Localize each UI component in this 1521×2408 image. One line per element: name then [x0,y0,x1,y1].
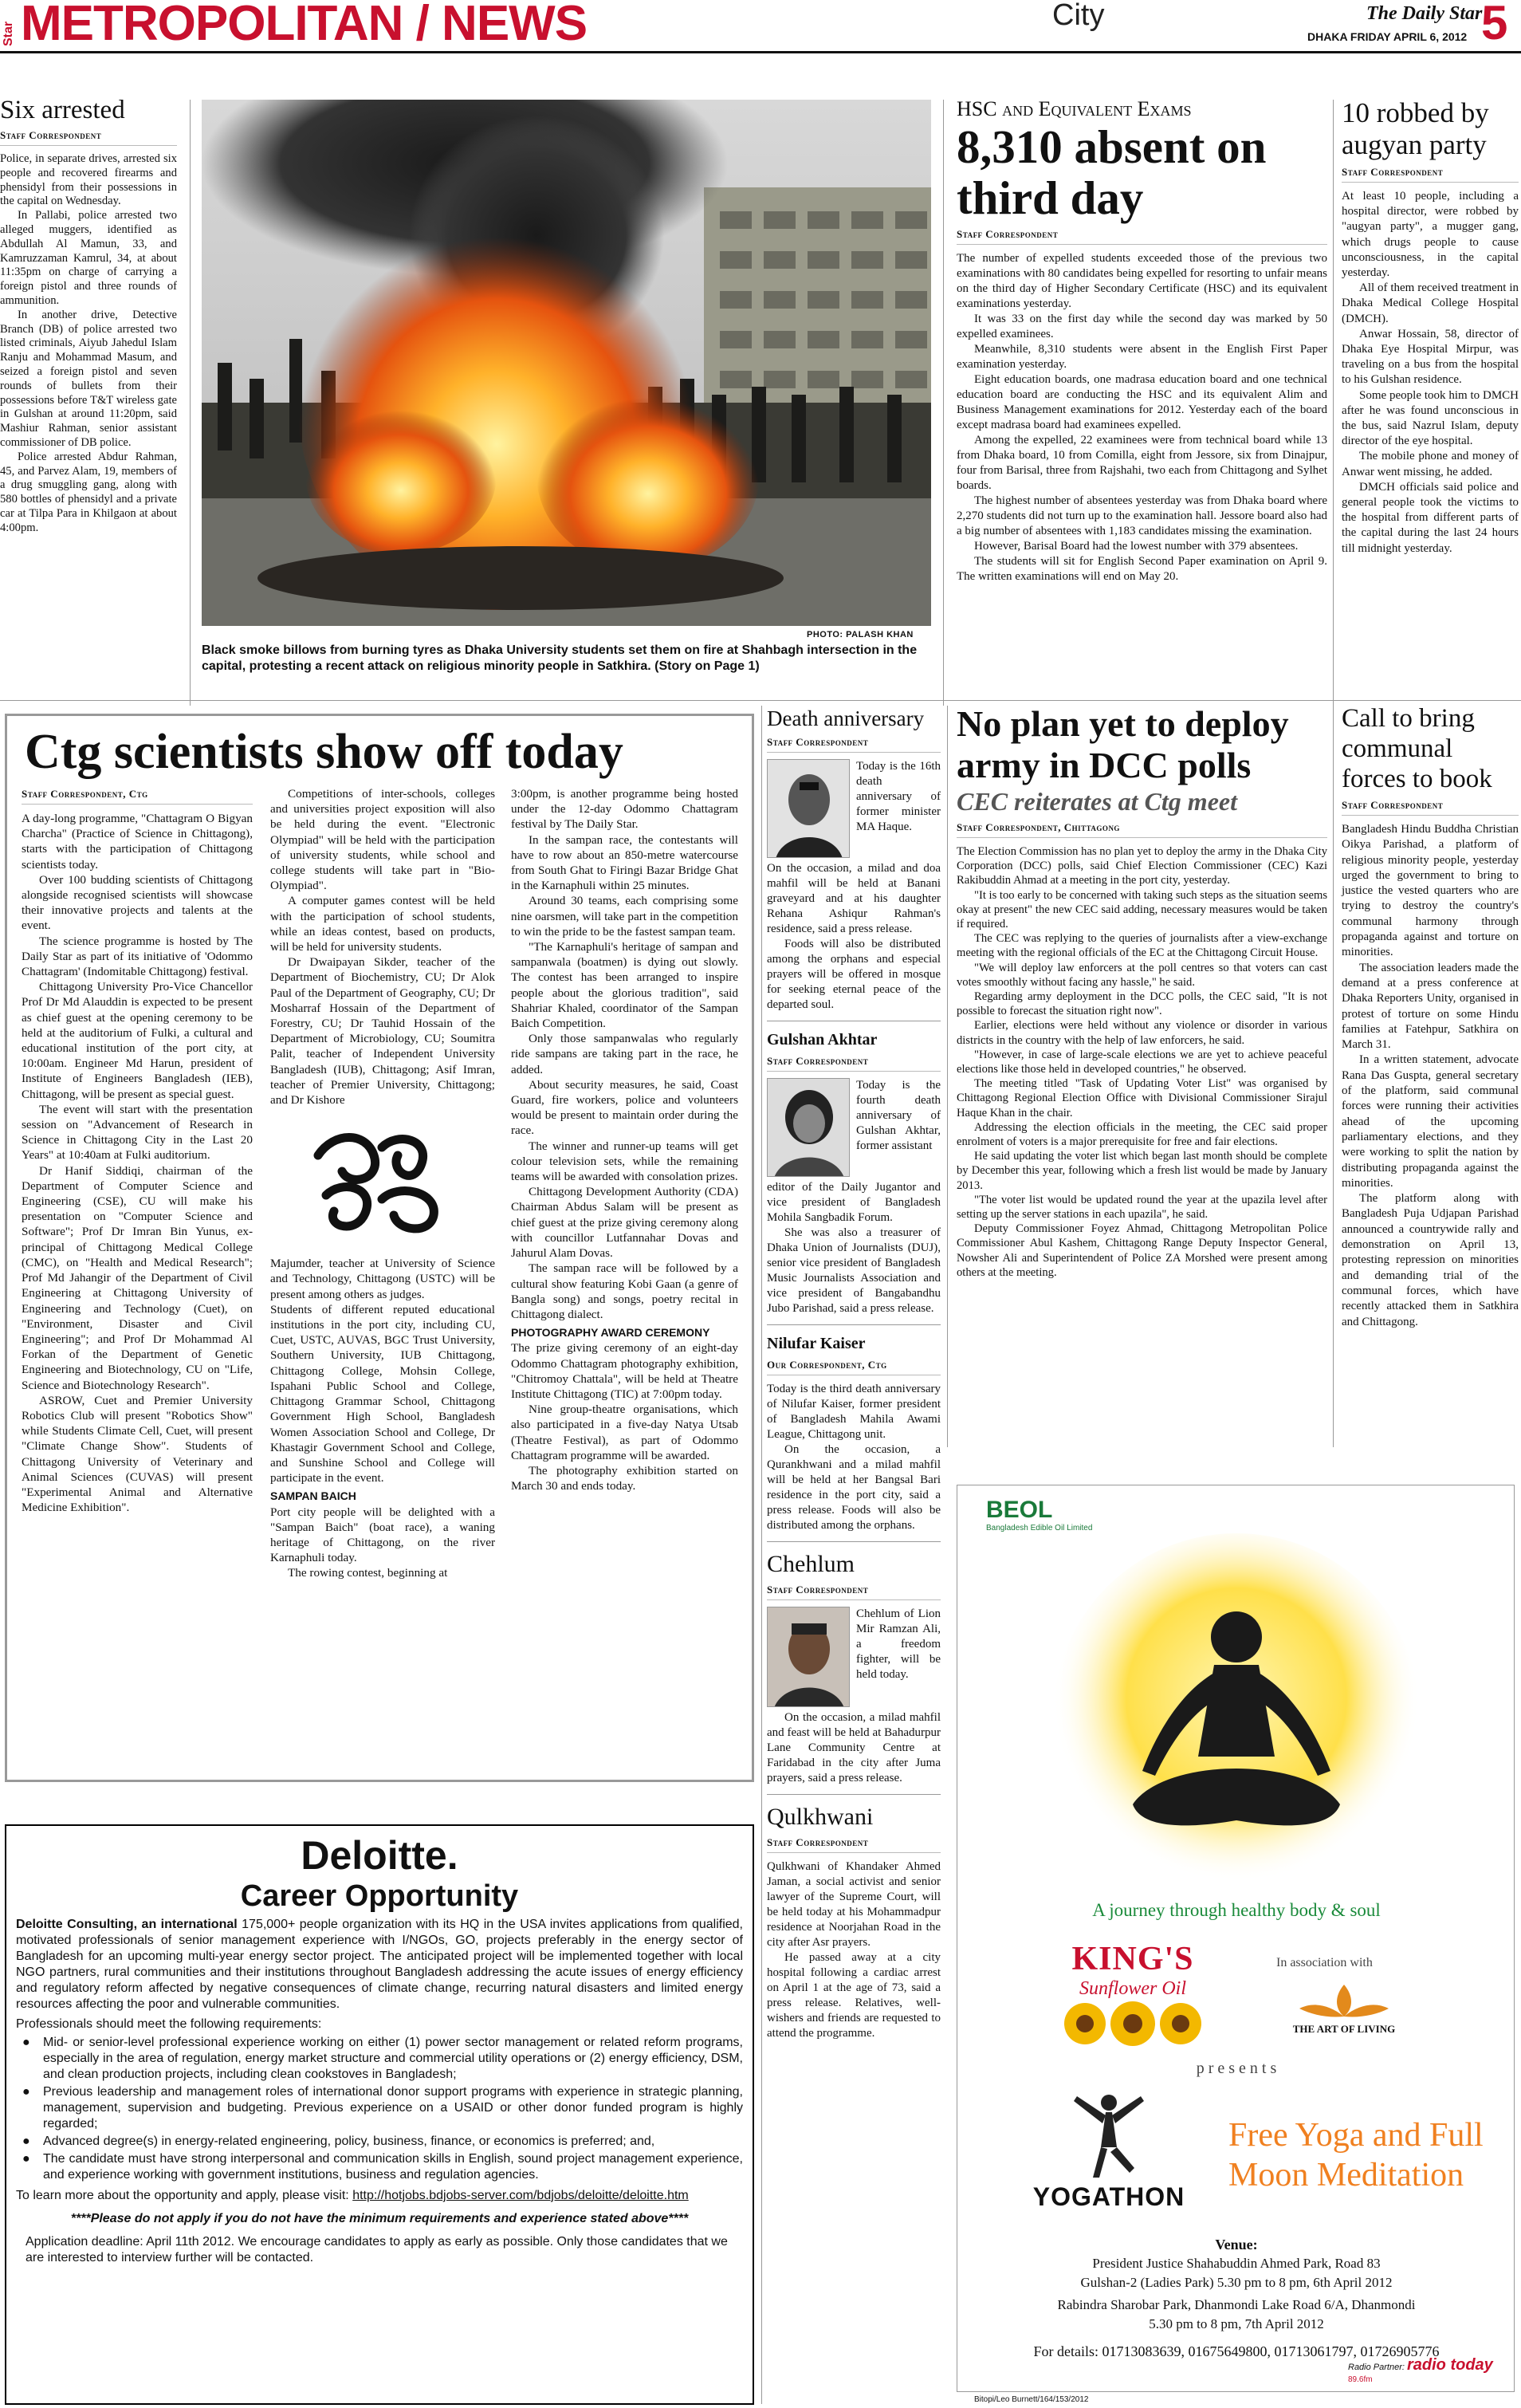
obituary [767,1333,941,1533]
paragraph: "We will deploy law enforcers at the poll centres so that voters can cast votes smoothly without facing any hassle," he said. [957,961,1327,989]
venue-block [957,2235,1515,2361]
intro-text: 175,000+ people organization with its HQ in the USA invites applications from qualified, motivated professionals of senior management experience with I/NGOs, GO, projects preferably in the energy sector of Bangladesh for an upcoming multi-year energy sector project. The anticipated project will be implemented together with local NGO partners, rural communities and their institutions throughout Bangladesh addressing the acute issues of energy efficiency and regulatory reform affected by negative consequences of climate change, recurring natural disasters and limited energy resources affecting the poor and vulnerable communities. [16,1918,743,2011]
venue-line: President Justice Shahabuddin Ahmed Park, Road 83 [1092,2256,1381,2271]
radio-label: Radio Partner: [1348,2363,1405,2372]
paragraph: The platform along with Bangladesh Puja Udjapan Parishad announced a countrywide rally and demonstration on April 13, protesting repression on minorities and demanding trial of the communal forces, which have recently attacked them in Satkhira and Chittagong. [1342,1192,1519,1328]
paragraph: All of them received treatment in Dhaka Medical College Hospital (DMCH). [1342,281,1519,325]
yogathon-logo [1021,2091,1197,2212]
radio-partner [1348,2356,1514,2384]
headline: Call to bring communal forces to book [1342,704,1492,793]
obit-title: Death anniversary [767,706,925,730]
paragraph: The photography exhibition started on March 30 and ends today. [511,1463,738,1493]
paragraph: Only those sampanwalas who regularly ride sampans are taking part in the race, he added. [511,1032,738,1076]
paragraph: Deputy Commissioner Foyez Ahmad, Chittagong Metropolitan Police Commissioner Abul Kashem, Chittagong Range Deputy Inspector General, Nowsher Ali and Superintendent of Police ZA Morshed were present among others at the meeting. [957,1222,1327,1279]
obit-side-text: Today is the 16th death anniversary of former minister MA Haque. [856,760,941,833]
photo-credit: PHOTO: PALASH KHAN [807,630,914,639]
requirement-item: ● Advanced degree(s) in energy-related engineering, policy, business, finance, or economics is preferred; and, [16,2134,743,2150]
obit-text: Foods will also be distributed among the orphans and especial prayers will be offered in mosque for seeking eternal peace of the departed soul. [767,938,941,1011]
event-title: Free Yoga and Full Moon Meditation [1228,2117,1484,2194]
paragraph: The association leaders made the demand at a press conference at Dhaka Reporters Unity, organised in protest of torture on some Hindu families at Fatehpur, Satkhira on March 31. [1342,961,1519,1052]
column-1 [22,811,253,1515]
obit-text: On the occasion, a Qurankhwani and a milad mahfil will be held at her Bangsal Bari residence in the port city, said a press release. Foods will also be distributed among the orphans. [767,1443,941,1532]
paragraph: "It is too early to be concerned with taking such steps as the situation seems okay at present" the new CEC said adding, necessary measures would be taken if required. [957,888,1327,931]
paragraph: DMCH officials said police and general people took the victims to the hospital from different parts of the capital during the last 24 hours till midnight yesterday. [1342,480,1519,555]
obit-text: He passed away at a city hospital following a cardiac arrest on April 1 at the age of 73, said a press release. Relatives, well-wishers and friends are requested to attend the programme. [767,1951,941,2040]
story-ctg [5,714,754,1782]
intro-bold: Deloitte Consulting, an international [16,1918,238,1931]
obit-side-text: Today is the fourth death anniversary of Gulshan Akhtar, former assistant [856,1079,941,1152]
requirements-heading: Professionals should meet the following requirements: [16,2017,322,2031]
paragraph: However, Barisal Board had the lowest number with 379 absentees. [974,540,1299,553]
obituary [767,1803,941,2041]
paragraph: Earlier, elections were held without any violence or disorder in various districts in the country with the help of law enforcers, he said. [957,1019,1327,1047]
story-six-arrested [0,96,177,536]
paragraph: Majumder, teacher at University of Science and Technology, Chittagong (USTC) will be present among others as judges. [270,1257,495,1301]
obit-title: Nilufar Kaiser [767,1335,866,1352]
obit-title: Qulkhwani [767,1804,874,1830]
paragraph: At least 10 people, including a hospital director, were robbed by "augyan party", a mugger gang, which drugs people to cause unconsciousness, in the capital yesterday. [1342,190,1519,280]
paragraph: Police arrested Abdur Rahman, 45, and Parvez Alam, 19, members of a drug smuggling gang, along with 580 bottles of phensidyl and a private car at Tilpa Para in Khilgaon at about 4:00pm. [0,450,177,534]
paragraph: In another drive, Detective Branch (DB) of police arrested two listed criminals, Aiyub Jahedul Islam Ranju and Mohammad Masum, and seized a foreign pistol and seven rounds of bullets from their possessions before T&T wireless gate in Gulshan at around 11:20pm, said Mashiur Rahman, senior assistant commissioner of DB police. [0,308,177,449]
obit-title: Chehlum [767,1551,855,1577]
odommo-logo [302,1123,462,1243]
yoga-ad [957,1485,1515,2392]
obituary [767,706,941,1013]
story-hsc [957,97,1327,584]
paragraph: Over 100 budding scientists of Chittagong alongside recognised scientists will showcase their innovative projects and talents at the event. [22,872,253,933]
requirement-item: ● The candidate must have strong interpersonal and communication skills in English, sound project management experience, and experience working with government institutions, business and regulation agencies. [16,2151,743,2183]
paragraph: The students will sit for English Second Paper examination on April 9. The written examinations will end on May 20. [957,555,1327,583]
paragraph: Around 30 teams, each comprising some nine oarsmen, will take part in the competition to win the pride to be the fastest sampan team. [511,894,738,938]
apply-link[interactable]: http://hotjobs.bdjobs-server.com/bdjobs/deloitte/deloitte.htm [352,2189,689,2202]
lotus-icon [1280,1980,1408,2020]
paragraph: In Pallabi, police arrested two alleged muggers, identified as Abdullah Al Mamun, 33, and Kamruzzaman Kamrul, 34, at about 11:35pm on charge of carrying a foreign pistol and three rounds of ammunition. [0,209,177,307]
protest-fire-photo [202,100,931,626]
paragraph: "The voter list would be updated round the year at the upazila level after setting up the server stations in each upazila", he said. [957,1193,1327,1222]
meditation-figure [957,1517,1515,1892]
obit-text: Qulkhwani of Khandaker Ahmed Jaman, a social activist and senior lawyer of the Supreme Court, will be held today at his Mohammadpur residence at Noorjahan Road in the city after Asr prayers. [767,1860,941,1949]
portrait-graphic [768,1607,850,1707]
paragraph: "The Karnaphuli's heritage of sampan and sampanwala (boatmen) is dying out slowly. The contest has been arranged to inspire people about the glorious tradition", said Shahriar Khaled, coordinator of the Sampan Baich Competition. [511,940,738,1031]
portrait-photo [767,759,850,858]
venue-heading: Venue: [1215,2237,1258,2253]
obit-title: Gulshan Akhtar [767,1031,878,1049]
obituary-column [767,706,941,2041]
byline: Staff Correspondent [767,1055,941,1072]
dateline: DHAKA FRIDAY APRIL 6, 2012 [1307,30,1468,43]
subhead: SAMPAN BAICH [270,1489,356,1503]
paragraph: Students of different reputed educational institutions in the port city, including CU, Cuet, USTC, AUVAS, BGC Trust University, Southern University, IUB Chittagong, Chittagong College, Mohsin College, Ispahani Public School and College, Chittagong Grammar School, Chittagong Government High School, Bangladesh Women Association School and College, Dr Khastagir Government School and College, and Sunshine School and College will participate in the event. [270,1302,495,1485]
paragraph: The mobile phone and money of Anwar went missing, he added. [1342,450,1519,478]
deadline-text: Application deadline: April 11th 2012. We encourage candidates to apply as early as possible. Only those candidates that we are interested to interview further will be contacted. [26,2235,728,2264]
art-of-living-text: THE ART OF LIVING [1292,2023,1396,2035]
obit-side-text: Chehlum of Lion Mir Ramzan Ali, a freedom fighter, will be held today. [856,1607,941,1681]
paragraph: About security measures, he said, Coast Guard, fire workers, police and volunteers would be present to maintain order during the race. [511,1077,738,1138]
paragraph: Among the expelled, 22 examinees were from technical board while 13 from Dhaka board, 10 from Comilla, eight from Jessore, six from Dinajpur, four from Barisal, three from Rajshahi, two each from Chittagong and Sylhet boards. [957,434,1327,492]
radio-frequency: 89.6fm [1348,2375,1373,2384]
paper-name: The Daily Star [1366,3,1483,24]
venue-line: Gulshan-2 (Ladies Park) 5.30 pm to 8 pm, 6th April 2012 [1080,2275,1393,2290]
beol-name: BEOL [986,1497,1053,1523]
paragraph: Meanwhile, 8,310 students were absent in the English First Paper examination yesterday. [957,343,1327,371]
kicker: HSC and Equivalent Exams [957,97,1192,120]
byline: Staff Correspondent, Chittagong [957,821,1327,838]
yogathon-text: YOGATHON [1032,2182,1185,2211]
paragraph: The event will start with the presentation session on "Advancement of Research in Science in Chittagong City in the Last 20 Years" at 10:40am at Fulki auditorium. [22,1102,253,1163]
paragraph: Anwar Hossain, 58, director of Dhaka Eye Hospital Mirpur, was traveling on a bus from the hospital to his Gulshan residence. [1342,327,1519,387]
paragraph: Regarding army deployment in the DCC polls, the CEC said, "It is not possible to forecast the situation right now". [957,990,1327,1018]
column-2b [270,1256,495,1580]
byline: Staff Correspondent [1342,799,1519,816]
paragraph: Nine group-theatre organisations, which also participated in a five-day Natya Utsab (Theatre Festival), as part of Odommo Chattagram programme will be awarded. [511,1403,738,1462]
story-body [1342,822,1519,1330]
paragraph: Chittagong University Pro-Vice Chancellor Prof Dr Md Alauddin is expected to be present as chief guest at the opening ceremony to be held at the auditorium of Fulki, a cultural and educational institution of the port city, at 10:00am. Engineer Md Harun, president of Institute of Engineers Bangladesh (IEB), Chittagong, will be present as special guest. [22,980,253,1101]
paragraph: "However, in case of large-scale elections we are yet to achieve peaceful elections like those held in developed countries," he observed. [957,1048,1327,1076]
paragraph: ASROW, Cuet and Premier University Robotics Club will present "Robotics Show" while Students Climate Cell, Cuet, will present "Climate Change Show". Students of Chittagong University of Veterinary and Animal Sciences (CUVAS) will present "Experimental Animal and Alternative Medicine Exhibition". [22,1393,253,1515]
venue-line: Rabindra Sharobar Park, Dhanmondi Lake Road 6/A, Dhanmondi [1057,2297,1416,2312]
association-label: In association with [1276,1956,1373,1969]
paragraph: Bangladesh Hindu Buddha Christian Oikya Parishad, a platform of religious minority people, yesterday urged the government to bring to justice the vested quarters who are trying to destroy the country's communal harmony through propaganda against and torture on minorities. [1342,823,1519,959]
obituary [767,1029,941,1316]
paragraph: Eight education boards, one madrasa education board and one technical education board are conducting the HSC and its equivalent Alim and Business Management examinations for 2012. Yesterday each of the board except madrasa board had examinees expelled. [957,373,1327,431]
paragraph: The highest number of absentees yesterday was from Dhaka board where 2,270 students did not turn up to the examination hall. Jessore board also had a big number of absentees with 1,183 candidates missing the examination. [957,494,1327,537]
ad-heading: Career Opportunity [240,1879,519,1913]
paragraph: Some people took him to DMCH after he was found unconscious in the bus, said Nazrul Islam, deputy director of the eye hospital. [1342,388,1519,448]
star-tag: Star [2,21,15,46]
paragraph: The Election Commission has no plan yet to deploy the army in the Dhaka City Corporation (DCC) polls, said Chief Election Commissioner (CEC) Kazi Rakibuddin Ahmad at a meeting in the port city, yesterday. [957,845,1327,887]
headline: 10 robbed by augyan party [1342,97,1489,160]
kings-logo [1053,1940,1212,2052]
headline: No plan yet to deploy army in DCC polls [957,703,1289,785]
paragraph: Addressing the election officials in the meeting, the CEC said proper enrolment of voters is a major prerequisite for free and fair elections. [957,1120,1327,1149]
paragraph: In a written statement, advocate Rana Das Guspta, general secretary of the platform, said communal forces were running their activities ahead of the upcoming parliamentary elections, and they were working to split the nation by distributing propaganda against the minorities. [1342,1053,1519,1190]
main-photo [202,100,931,626]
yogathon-pose-icon [1061,2091,1157,2179]
tagline: A journey through healthy body & soul [1092,1900,1381,1920]
paragraph: The science programme is hosted by The Daily Star as part of its initiative of 'Odommo Chattagram' (Indomitable Chittagong) festival. [22,934,253,979]
paragraph: 3:00pm, is another programme being hosted under the 12-day Odommo Chattagram festival by The Daily Star. [511,787,738,832]
obituary [767,1550,941,1786]
portrait-graphic [768,1079,850,1177]
kicker: CEC reiterates at Ctg meet [957,787,1237,816]
byline: Staff Correspondent [0,129,177,146]
paragraph: Chittagong Development Authority (CDA) Chairman Abdus Salam will be present as chief guest at the prize giving ceremony along with councillor Lutfannahar Dovas and Jahurul Alam Dovas. [511,1185,738,1261]
paragraph: A computer games contest will be held with the participation of school students, while an ideas contest, based on products, will be held for university students. [270,894,495,954]
obit-text: She was also a treasurer of Dhaka Union of Journalists (DUJ), senior vice president of Bangladesh Music Journalists Association and vice president of Bangabandhu Jubo Parishad, said a press release. [767,1226,941,1315]
portrait-photo [767,1078,850,1177]
page-number: 5 [1481,0,1508,49]
beol-subtitle: Bangladesh Edible Oil Limited [986,1524,1093,1533]
paragraph: A day-long programme, "Chattagram O Bigyan Charcha" (Practice of Science in Chittagong), starts with the participation of Chittagong scientists today. [22,812,253,872]
subhead: PHOTOGRAPHY AWARD CEREMONY [511,1326,710,1340]
paragraph: The meeting titled "Task of Updating Voter List" was organised by Chittagong Regional Election Office with Divisional Commissioner Sirajul Haque Khan in the chair. [957,1077,1327,1119]
paragraph: The winner and runner-up teams will get colour television sets, while the remaining teams will be awarded with consolation prizes. [511,1139,738,1184]
byline: Staff Correspondent [957,228,1327,245]
requirement-item: ● Previous leadership and management roles of international donor support programs with experience in strategic planning, management, supervision and budgeting. Previous experience on a USAID or other donor funded program is highly regarded; [16,2084,743,2132]
paragraph: Port city people will be delighted with a "Sampan Baich" (boat race), a waning heritage of Chittagong, on the river Karnaphuli today. [270,1505,495,1565]
sunflower-icon [1053,2000,1212,2048]
story-body [957,844,1327,1280]
presents-label: p r e s e n t s [1196,2060,1277,2077]
obit-text: On the occasion, a milad mahfil and feast will be held at Bahadurpur Lane Community Centre at Faridabad in the city after Juma prayers, said a press release. [767,1711,941,1784]
radio-logo: radio today [1407,2356,1493,2374]
requirement-item: ● Mid- or senior-level professional experience working on either (1) power sector management or related reform programs, especially in the area of regulation, energy market structure and commercial utility operations or (2) energy efficiency, DSM, and clean production projects, including clean cookstoves in Bangladesh; [16,2035,743,2083]
contact-details: For details: 01713083639, 01675649800, 01713061797, 01726905776 [1033,2343,1440,2359]
apply-text: To learn more about the opportunity and apply, please visit: [16,2189,349,2202]
paragraph: In the sampan race, the contestants will have to row about an 850-metre watercourse from South Ghat to Firingi Bazar Bridge Ghat in the Karnaphuli within 25 minutes. [511,832,738,893]
venue-line: 5.30 pm to 8 pm, 7th April 2012 [1149,2316,1324,2331]
byline: Staff Correspondent [767,736,941,753]
paragraph: The rowing contest, beginning at [288,1566,448,1580]
paragraph: It was 33 on the first day while the second day was marked by 50 expelled examinees. [957,313,1327,340]
headline: Six arrested [0,96,125,124]
byline: Our Correspondent, Ctg [767,1359,941,1375]
paragraph: Competitions of inter-schools, colleges and universities project exposition will also be held during the event. "Electronic Olympiad" will be held with the participation of university students, while school and college students will take part in "Bio-Olympiad". [270,787,495,893]
byline: Staff Correspondent [767,1584,941,1600]
paragraph: The number of expelled students exceeded those of the previous two examinations with 80 candidates being expelled for resorting to unfair means on the third day of Higher Secondary Certificate (HSC) and its equivalent examinations yesterday. [957,252,1327,310]
column-2 [270,786,495,1108]
headline: 8,310 absent on third day [957,120,1267,224]
obit-text: On the occasion, a milad and doa mahfil will be held at Banani graveyard and at his daughter Rehana Ashiqur Rahman's residence, said a press release. [767,862,941,935]
paragraph: The sampan race will be followed by a cultural show featuring Kobi Gaan (a genre of Bangla song) and songs, poetry recital in Chittagong dialect. [511,1261,738,1321]
masthead [0,0,1521,54]
headline: Ctg scientists show off today [25,725,623,779]
paragraph: Police, in separate drives, arrested six people and recovered firearms and phensidyl from their possessions in the capital on Wednesday. [0,152,177,208]
byline: Staff Correspondent [1342,166,1519,183]
paragraph: The prize giving ceremony of an eight-day Odommo Chattagram photography exhibition, "Chitromoy Chattala", will be held at Theatre Institute Chittagong (TIC) at 7:00pm today. [511,1341,738,1401]
story-body [957,251,1327,584]
portrait-graphic [768,760,850,858]
kings-product: Sunflower Oil [1079,1978,1186,1999]
requirements-list [16,2035,743,2183]
paragraph: He said updating the voter list which began last month should be complete by December this year, following which a fresh list would be made by January 2013. [957,1150,1327,1192]
odommo-logo-graphic [302,1123,462,1243]
kings-brand: KING'S [1071,1941,1194,1977]
story-dcc [957,703,1327,1280]
obit-text: Today is the third death anniversary of Nilufar Kaiser, former president of Bangladesh Mahila Awami League, Chittagong unit. [767,1383,941,1441]
story-body [1342,189,1519,557]
photo-caption: Black smoke billows from burning tyres as Dhaka University students set them on fire at Shahbagh intersection in the capital, protesting a recent attack on religious minority people in Satkhira. (Story on Page 1) [202,643,918,673]
story-robbed [1342,97,1519,557]
ad-credit: Bitopi/Leo Burnett/164/153/2012 [974,2395,1089,2404]
column-3 [511,786,738,1493]
art-of-living-logo [1268,1980,1420,2036]
deloitte-logo: Deloitte. [301,1833,458,1878]
paragraph: Dr Dwaipayan Sikder, teacher of the Department of Biochemistry, CU; Dr Alok Paul of the Department of Geography, CU; Dr Mosharraf Hossain of the Department of Forestry, CU; Dr Tauhid Hossain of the Department of Microbiology, CU; Soumitra Palit, teacher of Independent University Bangladesh (IUB), Chittagong; Asif Imran, teacher of Premier University, Chittagong; and Dr Kishore [270,955,495,1108]
deloitte-ad [5,1824,754,2405]
paragraph: The CEC was replying to the queries of journalists after a view-exchange meeting with the regional officials of the EC at the Chittagong Circuit House. [957,932,1327,960]
obit-text: editor of the Daily Jugantor and vice president of Bangladesh Mohila Sangbadik Forum. [767,1181,941,1224]
story-communal [1342,703,1519,1330]
story-body [0,152,177,536]
byline: Staff Correspondent [767,1836,941,1853]
paragraph: Dr Hanif Siddiqi, chairman of the Department of Computer Science and Engineering (CSE), CU will make his presentation on "Computer Science and Software"; Prof Dr Imran Bin Yunus, ex-principal of Chittagong Medical College (CMC), on "Health and Medical Research"; Prof Md Jahangir of the Department of Civil Engineering at Chittagong University of Engineering and Technology (Cuet), on "Environment, Disaster and Civil Engineering"; and Prof Dr Mohammad Al Forkan of the Department of Genetic Engineering and Biotechnology, CU on "Life, Science and Biotechnology Research". [22,1163,253,1392]
portrait-photo [767,1607,850,1707]
warning-text: ****Please do not apply if you do not have the minimum requirements and experience stated above**** [70,2212,689,2225]
section-title: METROPOLITAN / NEWS [21,0,588,51]
city-label: City [1052,0,1105,32]
byline: Staff Correspondent, Ctg [22,788,253,805]
